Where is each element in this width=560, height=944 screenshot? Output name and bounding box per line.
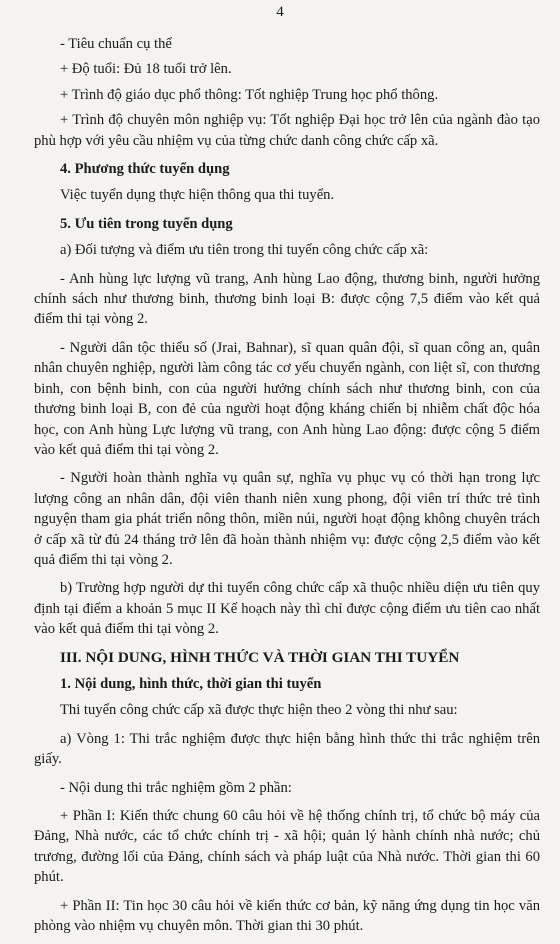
section-heading: 5. Ưu tiên trong tuyển dụng — [60, 215, 233, 232]
paragraph: + Trình độ chuyên môn nghiệp vụ: Tốt nghiệp Đại học trở lên của ngành đào tạo phù hợp với yêu cầu nhiệm vụ của từng chức danh công chức cấp xã. — [34, 112, 540, 149]
text-line: + Trình độ giáo dục phổ thông: Tốt nghiệp Trung học phổ thông. — [60, 86, 439, 103]
paragraph: - Người hoàn thành nghĩa vụ quân sự, nghĩa vụ phục vụ có thời hạn trong lực lượng công an nhân dân, đội viên thanh niên xung phong, đội viên trí thức trẻ tình nguyện tham gia phát triển nông thôn, miền núi, người hoạt động không chuyên trách ở cấp xã từ đủ 24 tháng trở lên đã hoàn thành nhiệm vụ: được cộng 2,5 điểm vào kết quả điểm thi tại vòng 2. — [34, 470, 540, 568]
page-number: 4 — [276, 4, 284, 20]
section-heading: 4. Phương thức tuyển dụng — [60, 161, 230, 178]
paragraph: - Người dân tộc thiểu số (Jrai, Bahnar), sĩ quan quân đội, sĩ quan công an, quân nhân chuyên nghiệp, người làm công tác cơ yếu chuyển ngành, con liệt sĩ, con thương binh, con bệnh binh, con của người hưởng chính sách như thương binh, con của thương binh loại B, con đẻ của người hoạt động kháng chiến bị nhiễm chất độc hóa học, con Anh hùng Lực lượng vũ trang, con Anh hùng Lao động: được cộng 5 điểm vào kết quả điểm thi tại vòng 2. — [34, 339, 540, 458]
section-heading: 1. Nội dung, hình thức, thời gian thi tuyển — [60, 675, 322, 692]
text-line: + Độ tuổi: Đủ 18 tuổi trở lên. — [60, 61, 232, 78]
paragraph: + Phần I: Kiến thức chung 60 câu hỏi về hệ thống chính trị, tổ chức bộ máy của Đảng, Nhà nước, các tổ chức chính trị - xã hội; quản lý hành chính nhà nước; chủ trương, đường lối của Đảng, chính sách và pháp luật của Nhà nước. Thời gian thi 60 phút. — [34, 808, 540, 886]
paragraph: Thi tuyển công chức cấp xã được thực hiện theo 2 vòng thi như sau: — [60, 702, 458, 719]
paragraph: Việc tuyển dụng thực hiện thông qua thi tuyển. — [60, 187, 335, 204]
paragraph: - Anh hùng lực lượng vũ trang, Anh hùng Lao động, thương binh, người hưởng chính sách như thương binh, thương binh loại B: được cộng 7,5 điểm vào kết quả điểm thi tại vòng 2. — [34, 270, 540, 328]
paragraph: - Nội dung thi trắc nghiệm gồm 2 phần: — [60, 779, 292, 796]
page-content — [34, 34, 540, 944]
paragraph: + Phần II: Tin học 30 câu hỏi về kiến thức cơ bản, kỹ năng ứng dụng tin học văn phòng vào nhiệm vụ chuyên môn. Thời gian thi 30 phút. — [34, 897, 540, 935]
paragraph: b) Trường hợp người dự thi tuyển công chức cấp xã thuộc nhiều diện ưu tiên quy định tại điểm a khoản 5 mục II Kế hoạch này thì chỉ được cộng điểm ưu tiên cao nhất vào kết quả điểm thi tại vòng 2. — [34, 580, 540, 638]
paragraph: a) Đối tượng và điểm ưu tiên trong thi tuyển công chức cấp xã: — [60, 242, 429, 259]
text-line: - Tiêu chuẩn cụ thể — [60, 36, 172, 52]
paragraph: a) Vòng 1: Thi trắc nghiệm được thực hiện bằng hình thức thi trắc nghiệm trên giấy. — [34, 730, 540, 768]
chapter-heading: III. NỘI DUNG, HÌNH THỨC VÀ THỜI GIAN THI TUYỂN — [60, 648, 460, 666]
